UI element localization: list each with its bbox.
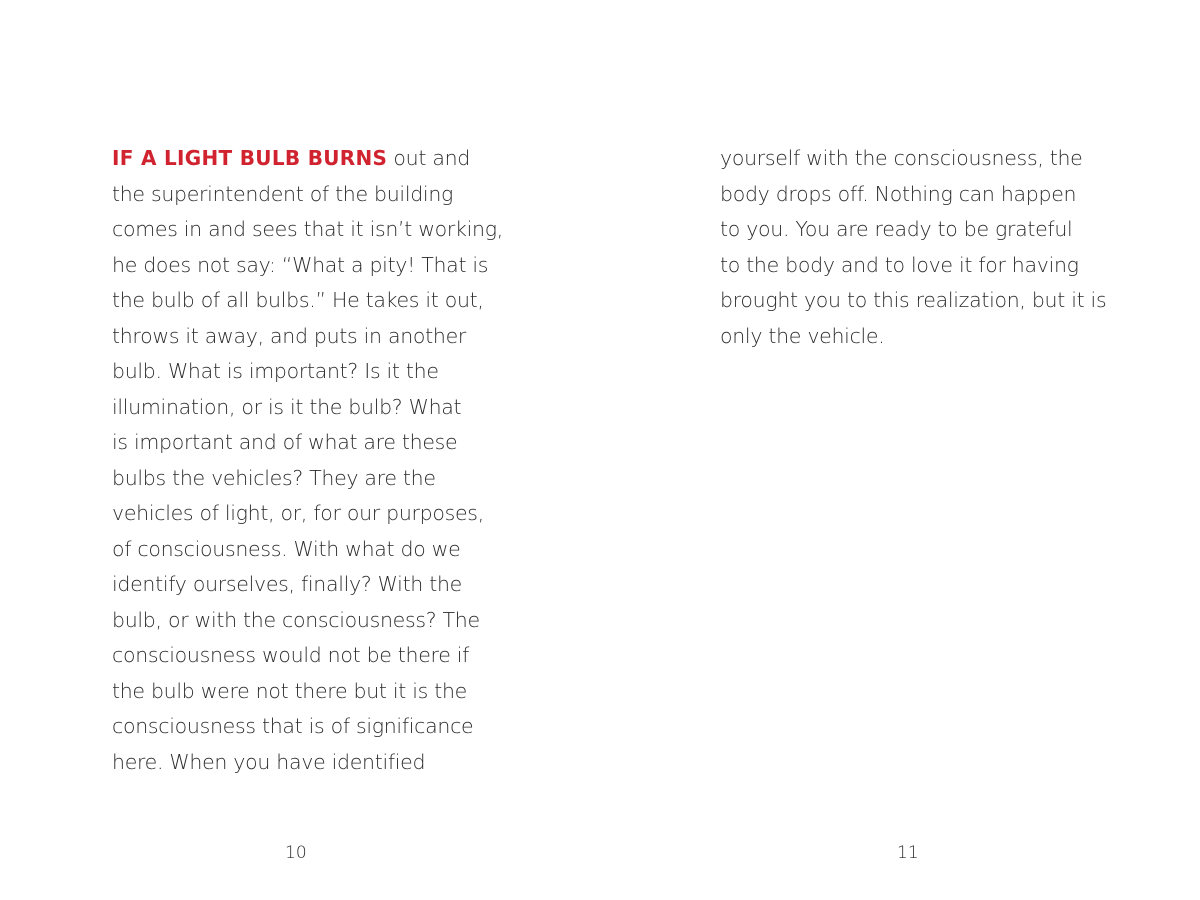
right-page-text [720,141,1140,354]
text-line [112,141,532,177]
text-line: bulbs the vehicles? They are the [112,465,436,490]
text-line: to you. You are ready to be grateful [720,217,1073,241]
page-number: 10 [285,843,307,863]
text-line: vehicles of light, or, for our purposes, [112,501,484,525]
text-line: only the vehicle. [720,323,885,348]
text-line: bulb. What is important? Is it the [112,359,439,383]
lead-in-heading: IF A LIGHT BULB BURNS [112,146,388,170]
text-line: throws it away, and puts in another [112,323,467,348]
text-line: here. When you have identified [112,749,426,774]
text-line: the bulb of all bulbs.” He takes it out, [112,288,484,312]
text-line: to the body and to love it for having [720,252,1079,277]
first-line-rest: out and [387,146,470,170]
text-line: the superintendent of the building [112,181,454,206]
right-page [600,0,1200,900]
text-line: yourself with the consciousness, the [720,146,1083,170]
text-line: comes in and sees that it isn’t working, [112,217,503,241]
text-line: illumination, or is it the bulb? What [112,394,462,419]
text-line: body drops off. Nothing can happen [720,181,1077,206]
text-line: identify ourselves, finally? With the [112,572,462,596]
text-line: consciousness that is of significance [112,714,474,738]
text-line: the bulb were not there but it is the [112,678,467,703]
page-number: 11 [897,843,919,863]
text-line: bulb, or with the consciousness? The [112,607,480,632]
text-line: brought you to this realization, but it is [720,288,1107,312]
text-line: consciousness would not be there if [112,643,470,667]
text-line: he does not say: “What a pity! That is [112,252,489,277]
text-line: of consciousness. With what do we [112,536,461,561]
left-page-text [112,141,532,780]
text-line: is important and of what are these [112,430,458,454]
